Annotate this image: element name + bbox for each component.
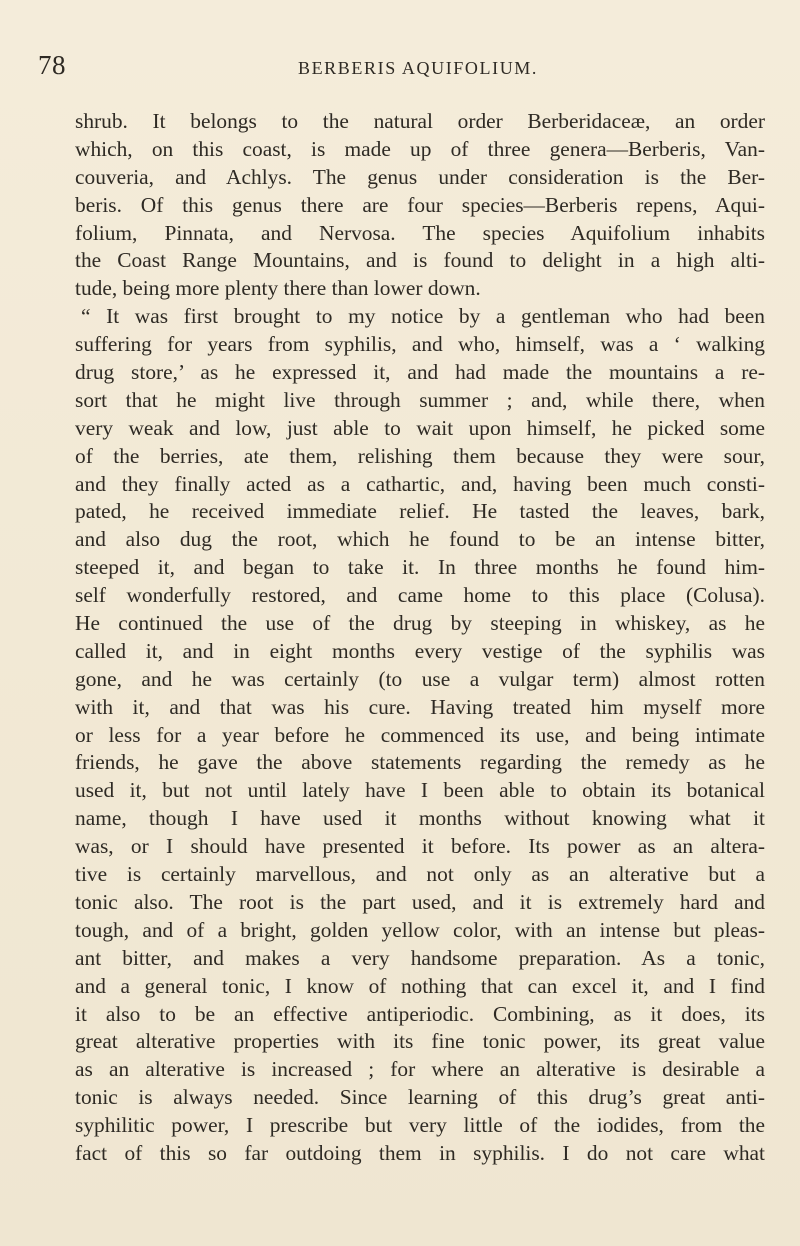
text-line: called it, and in eight months every vestige of the syphilis was — [75, 638, 765, 663]
text-line: tonic also. The root is the part used, and it is extremely hard and — [75, 889, 765, 914]
text-line: tonic is always needed. Since learning of this drug’s great anti- — [75, 1085, 765, 1110]
page-number: 78 — [38, 50, 66, 80]
text-line: friends, he gave the above statements regarding the remedy as he — [75, 750, 765, 775]
text-line: tude, being more plenty there than lower down. — [75, 276, 481, 301]
text-line: suffering for years from syphilis, and who, himself, was a ‘ walking — [75, 332, 765, 357]
text-line: was, or I should have presented it before. Its power as an altera- — [75, 834, 765, 859]
text-line: or less for a year before he commenced its use, and being intimate — [75, 722, 765, 747]
text-line: beris. Of this genus there are four species—Berberis repens, Aqui- — [75, 192, 765, 217]
text-line: folium, Pinnata, and Nervosa. The species Aquifolium inhabits — [75, 220, 765, 245]
text-line: of the berries, ate them, relishing them because they were sour, — [75, 443, 765, 468]
text-line: tive is certainly marvellous, and not only as an alterative but a — [75, 862, 765, 887]
text-line: He continued the use of the drug by steeping in whiskey, as he — [75, 611, 765, 636]
text-line: as an alterative is increased ; for where an alterative is desirable a — [75, 1057, 765, 1082]
text-line: and also dug the root, which he found to be an intense bitter, — [75, 527, 765, 552]
text-line: sort that he might live through summer ; and, while there, when — [75, 387, 765, 412]
body-text — [75, 108, 765, 1168]
text-line: and they finally acted as a cathartic, and, having been much consti- — [75, 471, 765, 496]
text-line: “ It was first brought to my notice by a gentleman who had been — [81, 304, 765, 329]
text-line: shrub. It belongs to the natural order Berberidaceæ, an order — [75, 109, 765, 133]
text-line: great alterative properties with its fine tonic power, its great value — [75, 1029, 765, 1054]
text-line: and a general tonic, I know of nothing that can excel it, and I find — [75, 973, 765, 998]
text-line: used it, but not until lately have I been able to obtain its botanical — [75, 778, 765, 803]
text-line: steeped it, and began to take it. In three months he found him- — [75, 555, 765, 580]
text-line: pated, he received immediate relief. He tasted the leaves, bark, — [75, 499, 765, 524]
text-line: gone, and he was certainly (to use a vulgar term) almost rotten — [75, 666, 765, 691]
text-line: couveria, and Achlys. The genus under consideration is the Ber- — [75, 164, 765, 189]
text-line: ant bitter, and makes a very handsome preparation. As a tonic, — [75, 945, 765, 970]
text-line: which, on this coast, is made up of three genera—Berberis, Van- — [75, 136, 765, 161]
text-line: name, though I have used it months without knowing what it — [75, 806, 765, 831]
text-line: with it, and that was his cure. Having treated him myself more — [75, 694, 765, 719]
running-head: BERBERIS AQUIFOLIUM. — [297, 58, 539, 78]
text-line: drug store,’ as he expressed it, and had made the mountains a re- — [75, 360, 765, 385]
text-line: the Coast Range Mountains, and is found to delight in a high alti- — [75, 248, 765, 273]
text-line: very weak and low, just able to wait upon himself, he picked some — [75, 415, 765, 440]
text-line: syphilitic power, I prescribe but very little of the iodides, from the — [75, 1113, 765, 1138]
text-line: fact of this so far outdoing them in syphilis. I do not care what — [75, 1140, 765, 1165]
text-line: self wonderfully restored, and came home to this place (Colusa). — [75, 583, 765, 608]
text-line: tough, and of a bright, golden yellow color, with an intense but pleas- — [75, 917, 765, 942]
text-line: it also to be an effective antiperiodic. Combining, as it does, its — [75, 1001, 765, 1026]
